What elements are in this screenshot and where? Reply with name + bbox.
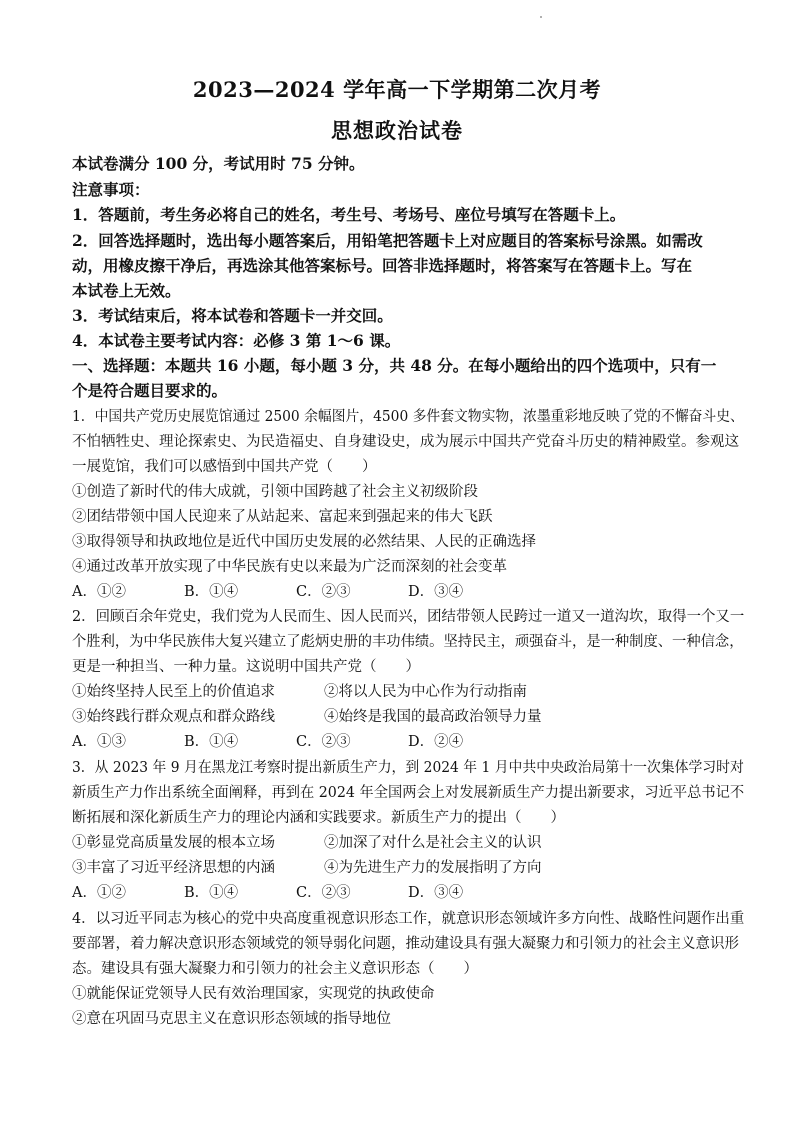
notice-line: 2．回答选择题时，选出每小题答案后，用铅笔把答题卡上对应题目的答案标号涂黑。如需改	[72, 231, 703, 250]
q4-stem: 4．以习近平同志为核心的党中央高度重视意识形态工作，就意识形态领域许多方向性、战略性问题作出重	[72, 911, 745, 927]
option-a: A．①②	[72, 885, 126, 901]
option-b: B．①④	[184, 885, 239, 901]
q3-item: ③丰富了习近平经济思想的内涵	[72, 860, 275, 876]
option-b: B．①④	[184, 584, 239, 600]
option-a: A．①②	[72, 584, 126, 600]
q4-item: ②意在巩固马克思主义在意识形态领域的指导地位	[72, 1011, 391, 1027]
q2-options	[72, 730, 463, 751]
q3-stem: 3．从 2023 年 9 月在黑龙江考察时提出新质生产力，到 2024 年 1 月中共中央政治局第十一次集体学习时对	[72, 760, 744, 776]
q3-options	[72, 881, 463, 902]
q2-item: ②将以人民为中心作为行动指南	[324, 684, 527, 700]
notice-line: 本试卷上无效。	[72, 281, 181, 300]
notice-line: 4．本试卷主要考试内容：必修 3 第 1～6 课。	[72, 331, 401, 350]
q2-stem: 更是一种担当、一种力量。这说明中国共产党（ ）	[72, 659, 420, 675]
option-d: D．③④	[408, 885, 464, 901]
q1-stem: 一展览馆，我们可以感悟到中国共产党（ ）	[72, 459, 377, 475]
q1-item: ②团结带领中国人民迎来了从站起来、富起来到强起来的伟大飞跃	[72, 509, 493, 525]
q1-stem: 1．中国共产党历史展览馆通过 2500 余幅图片，4500 多件套文物实物，浓墨重彩地反映了党的不懈奋斗史、	[72, 409, 744, 425]
option-c: C．②③	[296, 734, 351, 750]
exam-title: 2023—2024 学年高一下学期第二次月考	[192, 77, 602, 102]
option-a: A．①③	[72, 734, 126, 750]
notice-line: 动，用橡皮擦干净后，再选涂其他答案标号。回答非选择题时，将答案写在答题卡上。写在	[72, 256, 693, 275]
q2-item: ③始终践行群众观点和群众路线	[72, 709, 275, 725]
q2-item: ①始终坚持人民至上的价值追求	[72, 684, 275, 700]
section-heading: 一、选择题：本题共 16 小题，每小题 3 分，共 48 分。在每小题给出的四个选项中，只有一	[72, 356, 717, 375]
q1-stem: 不怕牺牲史、理论探索史、为民造福史、自身建设史，成为展示中国共产党奋斗历史的精神殿堂。参观这	[72, 434, 739, 450]
q2-stem: 个胜利，为中华民族伟大复兴建立了彪炳史册的丰功伟绩。坚持民主，顽强奋斗，是一种制度、一种信念，	[72, 634, 744, 650]
notice-heading: 注意事项：	[72, 180, 150, 199]
q2-stem: 2．回顾百余年党史，我们党为人民而生、因人民而兴，团结带领人民跨过一道又一道沟坎，取得一个又一	[72, 609, 745, 625]
q1-item: ③取得领导和执政地位是近代中国历史发展的必然结果、人民的正确选择	[72, 534, 536, 550]
scan-speck	[540, 16, 542, 18]
option-b: B．①④	[184, 734, 239, 750]
q2-item: ④始终是我国的最高政治领导力量	[324, 709, 542, 725]
q4-item: ①就能保证党领导人民有效治理国家，实现党的执政使命	[72, 986, 435, 1002]
exam-subtitle: 思想政治试卷	[331, 118, 463, 143]
option-c: C．②③	[296, 584, 351, 600]
q1-item: ④通过改革开放实现了中华民族有史以来最为广泛而深刻的社会变革	[72, 559, 507, 575]
q1-options	[72, 580, 463, 601]
q3-stem: 新质生产力作出系统全面阐释，再到在 2024 年全国两会上对发展新质生产力提出新要求，习近平总书记不	[72, 785, 745, 801]
q4-stem: 态。建设具有强大凝聚力和引领力的社会主义意识形态（ ）	[72, 961, 478, 977]
q1-item: ①创造了新时代的伟大成就，引领中国跨越了社会主义初级阶段	[72, 484, 478, 500]
q3-item: ④为先进生产力的发展指明了方向	[324, 860, 542, 876]
exam-intro: 本试卷满分 100 分，考试用时 75 分钟。	[72, 154, 365, 173]
q4-stem: 要部署，着力解决意识形态领域党的领导弱化问题，推动建设具有强大凝聚力和引领力的社会主义意识形	[72, 936, 739, 952]
q3-stem: 断拓展和深化新质生产力的理论内涵和实践要求。新质生产力的提出（ ）	[72, 810, 565, 826]
q3-item: ②加深了对什么是社会主义的认识	[324, 835, 542, 851]
option-d: D．②④	[408, 734, 464, 750]
notice-line: 3．考试结束后，将本试卷和答题卡一并交回。	[72, 306, 393, 325]
option-d: D．③④	[408, 584, 464, 600]
q3-item: ①彰显党高质量发展的根本立场	[72, 835, 275, 851]
section-heading: 个是符合题目要求的。	[72, 381, 228, 400]
option-c: C．②③	[296, 885, 351, 901]
notice-line: 1．答题前，考生务必将自己的姓名，考生号、考场号、座位号填写在答题卡上。	[72, 205, 626, 224]
